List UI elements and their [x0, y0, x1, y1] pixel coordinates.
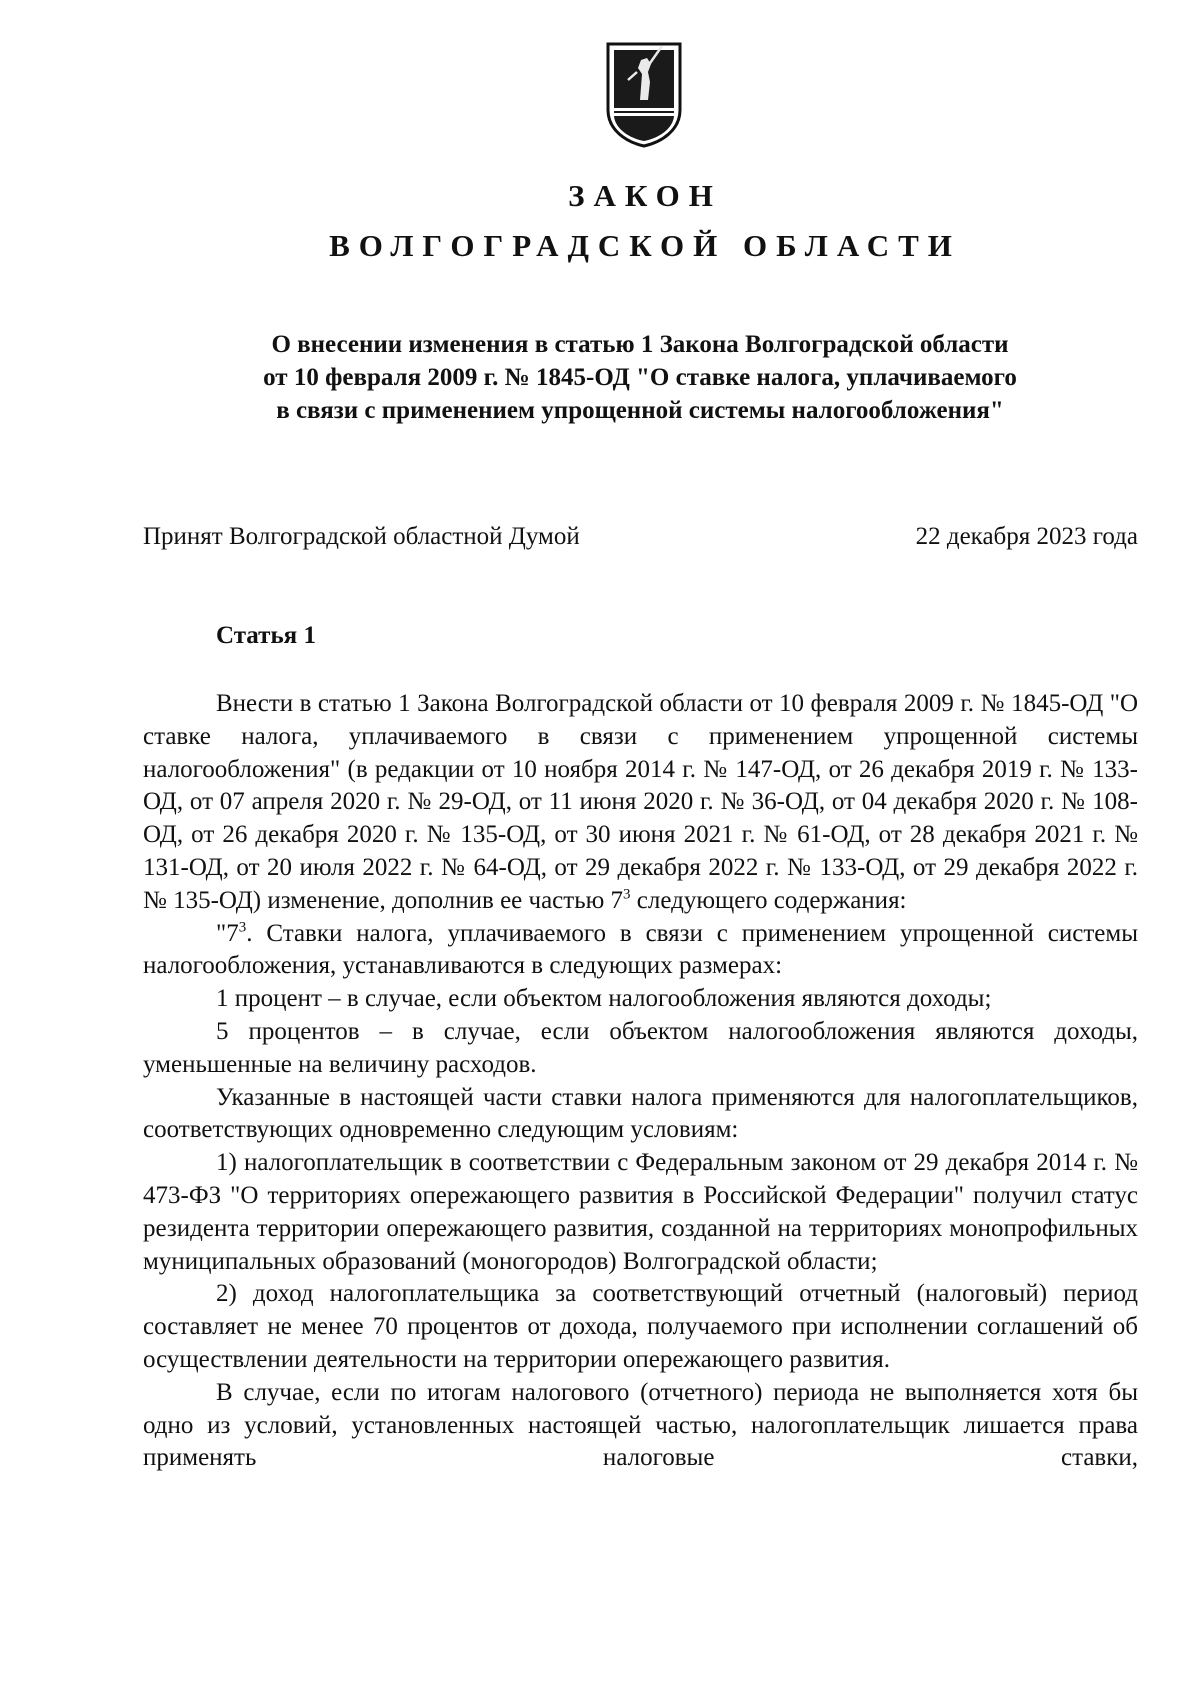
article-paragraph: 1 процент – в случае, если объектом налогообложения являются доходы; — [216, 985, 992, 1013]
article-paragraph: 1) налогоплательщик в соответствии с Федеральным законом от 29 декабря 2014 г. № 473-ФЗ "О территориях опережающего развития в Российской Федерации" получил статус резидента территории опережающего развития, созданной на территориях монопрофильных муниципальных образований (моногородов) Волгоградской области; — [143, 1149, 1138, 1275]
law-title-heading: ЗАКОН — [568, 178, 722, 213]
article-paragraph — [143, 688, 1138, 918]
article-body — [143, 688, 1138, 1475]
law-region-heading: ВОЛГОГРАДСКОЙ ОБЛАСТИ — [329, 228, 961, 263]
superscript: 3 — [623, 886, 631, 903]
article-paragraph: 5 процентов – в случае, если объектом налогообложения являются доходы, уменьшенные на величину расходов. — [143, 1017, 1138, 1078]
article-paragraph: Указанные в настоящей части ставки налога применяются для налогоплательщиков, соответствующих одновременно следующим условиям: — [143, 1083, 1138, 1144]
adopting-body: Принят Волгоградской областной Думой — [143, 523, 580, 550]
superscript: 3 — [238, 919, 247, 936]
adoption-line — [143, 523, 1138, 551]
subject-line: в связи с применением упрощенной системы налогообложения" — [276, 397, 1004, 424]
paragraph-text: . Ставки налога, уплачиваемого в связи с применением упрощенной системы налогообложения, устанавливаются в следующих размерах: — [143, 919, 1138, 980]
law-subject-title — [160, 328, 1120, 427]
article-paragraph: В случае, если по итогам налогового (отчетного) периода не выполняется хотя бы одно из условий, установленных настоящей частью, налогоплательщик лишается права применять налоговые ставки, — [143, 1378, 1138, 1472]
article-paragraph: 2) доход налогоплательщика за соответствующий отчетный (налоговый) период составляет не менее 70 процентов от дохода, получаемого при исполнении соглашений об осуществлении деятельности на территории опережающего развития. — [143, 1280, 1138, 1373]
volgograd-coat-of-arms-emblem — [604, 40, 684, 148]
subject-line: О внесении изменения в статью 1 Закона Волгоградской области — [271, 331, 1009, 358]
paragraph-text: следующего содержания: — [630, 886, 907, 914]
adoption-date: 22 декабря 2023 года — [915, 523, 1138, 550]
article-paragraph — [143, 918, 1138, 984]
paragraph-text: "7 — [216, 919, 239, 947]
paragraph-text: Внести в статью 1 Закона Волгоградской области от 10 февраля 2009 г. № 1845-ОД "О ставке налога, уплачиваемого в связи с применением упрощенной системы налогообложения" (в редакции от 10 ноября 2014 г. № 147-ОД, от 26 декабря 2019 г. № 133-ОД, от 07 апреля 2020 г. № 29-ОД, от 11 июня 2020 г. № 36-ОД, от 04 декабря 2020 г. № 108-ОД, от 26 декабря 2020 г. № 135-ОД, от 30 июня 2021 г. № 61-ОД, от 28 декабря 2021 г. № 131-ОД, от 20 июля 2022 г. № 64-ОД, от 29 декабря 2022 г. № 133-ОД, от 29 декабря 2022 г. № 135-ОД) изменение, дополнив ее частью 7 — [143, 690, 1138, 914]
article-title: Статья 1 — [216, 622, 316, 649]
subject-line: от 10 февраля 2009 г. № 1845-ОД "О ставке налога, уплачиваемого — [263, 364, 1017, 391]
